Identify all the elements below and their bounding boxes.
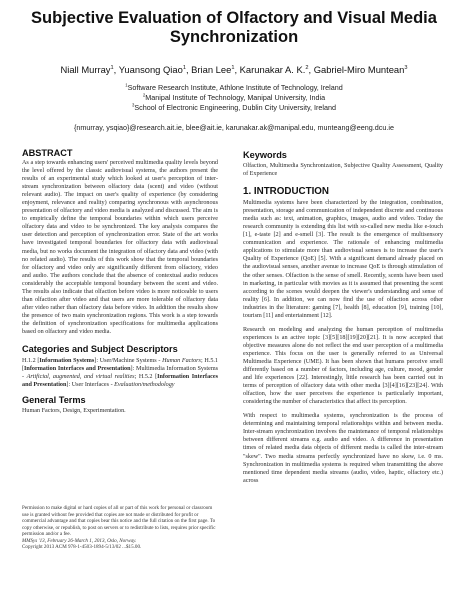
right-column [243,150,443,485]
left-column [22,148,218,415]
category-segment: ]: User Interfaces - [66,382,115,389]
author-affiliation-mark: 2 [305,64,309,71]
category-segment: Information Systems [39,358,95,365]
permission-notice [22,505,218,551]
category-segment: Information Interfaces and Presentation [22,374,219,389]
category-segment: Human Factors [162,358,201,365]
author-affiliation-mark: 1 [110,64,114,71]
abstract-heading: ABSTRACT [22,148,73,158]
abstract-text: As a step towards enhancing users' perceived multimedia quality levels beyond the level offered by the classic audiovisual systems, the authors present the results of an experimental study which looked at user's perception of inter-stream synchronization between olfactory data (scent) and video (without relevant audio). The impact on user's quality of experience (by considering enjoyment, relevance and reality) comparing synchronous with asynchronous presentation of olfactory and video media is analyzed and discussed. The aim is to empirically define the temporal boundaries within which users perceive olfactory data and video to be synchronized. The key analysis compares the user detection and perception of synchronization error. State of the art works have investigated temporal boundaries for olfactory data with audiovisual media, but no works document the integration of olfactory data and video (with no related audio). The results of this work show that the temporal boundaries for olfactory and video only are significantly different from olfactory, video and audio. The authors conclude that the absence of contextual audio reduces considerably the acceptable temporal boundary between the scent and video. The results also indicate that olfaction before video is more noticeable to users than olfaction after video and that users are more tolerable of olfactory data after video rather than olfactory data before video. In addition the results show the presence of two main synchronization regions. This work is a step towards the definition of synchronization specifications for multimedia applications based on olfactory and video media. [22,160,218,335]
author-affiliation-mark: 1 [231,64,235,71]
paper-title: Subjective Evaluation of Olfactory and Visual Media Synchronization [31,9,437,46]
intro-paragraph-3: With respect to multimedia systems, synchronization is the process of determining and maintaining temporal relationships within and between media. Inter-stream synchronization involves the maintenance of temporal relationships between different streams e.g. audio and video. A difference in presentation times of related media data objects of different media is called the inter-stream "skew". Two media streams perfectly synchronized have no skew, i.e. 0 ms. Synchronization in multimedia systems is required when transmitting the above mentioned time dependent media streams (audio, video, haptic, olfactory etc.) across [243,413,443,484]
keywords-text: Olfaction, Multimedia Synchronization, Subjective Quality Assessment, Quality of Experience [243,163,443,178]
affiliation-2: $^2$Manipal Institute of Technology, Manipal University, India [142,92,326,102]
affiliations [10,83,458,113]
category-segment: ]: User/Machine Systems - [94,358,163,365]
affiliation-1: $^1$Software Research Institute, Athlone Institute of Technology, Ireland [125,82,343,92]
category-segment: Information Interfaces and Presentation [24,366,131,373]
general-terms-heading: General Terms [22,395,86,406]
categories-heading: Categories and Subject Descriptors [22,344,178,355]
introduction-heading: 1. INTRODUCTION [243,186,329,198]
author-affiliation-mark: 3 [404,64,408,71]
category-segment: Artificial, augmented, and virtual realities [26,374,135,381]
author-affiliation-mark: 1 [182,64,186,71]
conference-info: MMSys '13, February 26-March 1, 2013, Oslo, Norway. [22,537,137,544]
author-name: Yuansong Qiao [118,64,183,75]
category-segment: Evaluation/methodology [114,382,175,389]
category-segment: H.1.2 [ [22,358,40,365]
author-name: Karunakar A. K. [239,64,306,75]
categories-text [22,357,218,389]
intro-paragraph-1: Multimedia systems have been characterized by the integration, combination, presentation, storage and communication of independent discrete and continuous media such as: text, animation, graphics, images, audio and video. Today the research community is extending this list with so-called new media like e-touch [1], e-taste [2] and e-smell [3]. The result is the emergence of multisensory communication and experience. The rationale of enhancing multimedia applications to stimulate more than audiovisual senses is to increase the user's Quality of Experience (QoE) [5]. With a significant demand already placed on the audiovisual senses, another avenue to increase QoE is through stimulation of the other senses. Olfaction is the sense of smell. Recently, scents have been used in marketing, in particular with movies as it is assumed that presenting the scent according to the scenes would deepen the viewer's understanding and sense of reality [6]. In addition, we can now find the use of olfaction across other industries in the literature: gaming [7], health [8], education [9], training [10], tourism [11] and entertainment [12]. [243,200,443,319]
intro-paragraph-2: Research on modeling and analyzing the human perception of multimedia experiences is an active topic [3][5][18][19][20][21]. It is now accepted that objective measures alone do not reflect the end user perception of a multimedia experience. This focus on the user is generally referred to as Universal Multimedia Experience (UME). It has been shown that humans perceive smell differently based on a number of factors, including age, culture, mood, gender and life experiences [22]. Interestingly, little research has been carried out in terms of perception of olfactory data with other media [3][4][16][23][24]. With olfaction, how the user perceives the experience is particularly important, considering the number of characteristics that affect its perception. [243,326,443,406]
author-name: Niall Murray [60,64,111,75]
author-name: Brian Lee [191,64,232,75]
author-name: Gabriel-Miro Muntean [313,64,405,75]
copyright-line: Copyright 2013 ACM 978-1-4503-1894-5/13/02 ...$15.00. [22,544,142,550]
category-segment: ]: Multimedia Information Systems - [22,366,218,381]
general-terms-text: Human Factors, Design, Experimentation. [22,408,126,415]
author-list: Niall Murray$^1$, Yuansong Qiao$^1$, Brian Lee$^1$, Karunakar A. K.$^2$, Gabriel-Miro Muntean$^3$ [60,64,408,75]
author-emails: {nmurray, ysqiao}@research.ait.ie, blee@ait.ie, karunakar.ak@manipal.edu, munteang@eeng.dcu.ie [74,123,394,132]
affiliation-3: $^3$School of Electronic Engineering, Dublin City University, Ireland [131,102,336,112]
keywords-heading: Keywords [243,150,287,160]
category-segment: ; H.5.1 [ [22,358,218,373]
permission-text: Permission to make digital or hard copies of all or part of this work for personal or classroom use is granted without fee provided that copies are not made or distributed for profit or commercial advantage and that copies bear this notice and the full citation on the first page. To copy otherwise, or republish, to post on servers or to redistribute to lists, requires prior specific permission and/or a fee. [22,505,216,537]
category-segment: ; H.5.2 [ [134,374,158,381]
introduction-body [243,199,443,485]
